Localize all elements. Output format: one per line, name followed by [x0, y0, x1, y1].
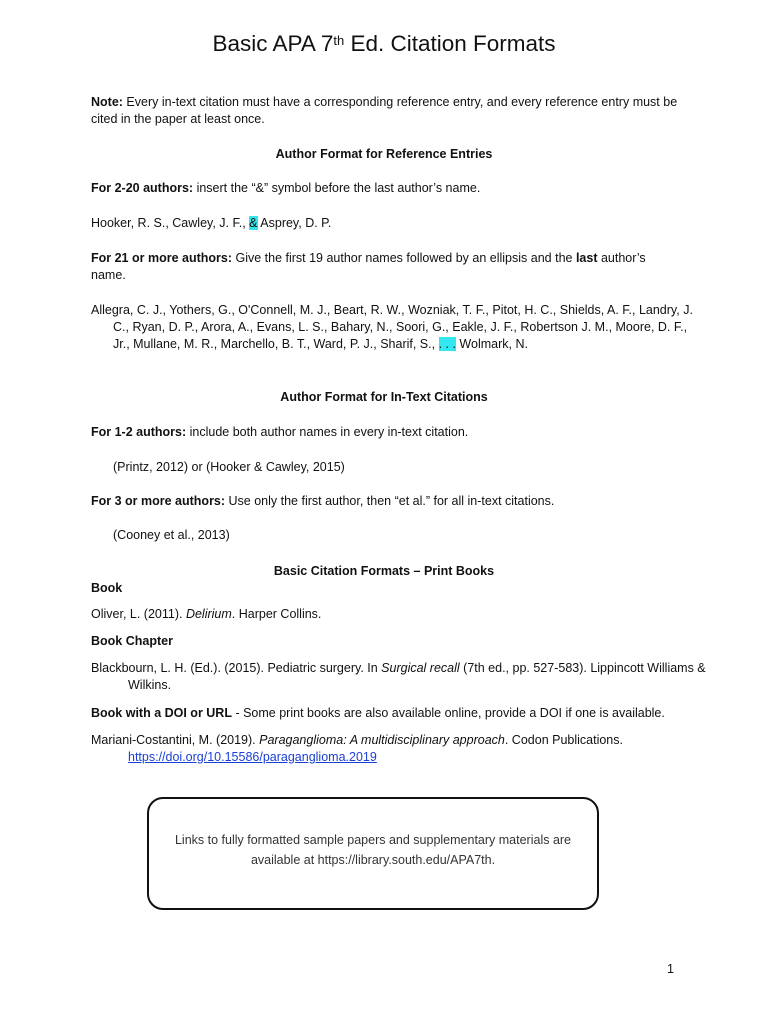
example-text: Mariani-Costantini, M. (2019). [91, 733, 260, 747]
title-rest: Ed. Citation Formats [344, 31, 556, 56]
book-chapter-example [91, 660, 718, 694]
example-text: Allegra, C. J., Yothers, G., O'Connell, M. J., Beart, R. W., Wozniak, T. F., Pitot, H. C., Shields, A. F., Landry, J. C., Ryan, D. P., Arora, A., Evans, L. S., Bahary, N., Soori, G., Eakle, J. F., Robertson J. M., Moore, D. F., Jr., Mullane, M. R., Marchello, B. T., Ward, P. J., Sharif, S., [91, 303, 693, 351]
example-text: Blackbourn, L. H. (Ed.). (2015). Pediatric surgery. In [91, 661, 382, 675]
book-doi-example [91, 732, 718, 766]
rule-3-plus-authors [91, 493, 681, 510]
note-label: Note: [91, 95, 123, 109]
example-reference-21-plus [91, 302, 703, 353]
example-text: (7th ed., pp. 527-583). Lippincott Williams & Wilkins. [128, 661, 706, 692]
example-text: . Harper Collins. [231, 607, 322, 621]
rule-text: insert the “&” symbol before the last author’s name. [193, 181, 481, 195]
print-books-heading: Basic Citation Formats – Print Books [273, 564, 495, 578]
rule-text: Use only the first author, then “et al.” for all in-text citations. [225, 494, 555, 508]
rule-label: For 3 or more authors: [91, 494, 226, 508]
example-reference-2-20 [91, 215, 681, 232]
reference-format-heading: Author Format for Reference Entries [275, 147, 493, 161]
highlight-ampersand: & [249, 216, 258, 230]
rule-label: Book with a DOI or URL [91, 706, 232, 720]
book-example [91, 606, 681, 623]
example-intext-1-2: (Printz, 2012) or (Hooker & Cawley, 2015) [113, 460, 345, 474]
supplementary-callout-box [147, 797, 599, 910]
example-text: Asprey, D. P. [257, 216, 332, 230]
example-text: Wolmark, N. [455, 337, 528, 351]
note-paragraph [91, 94, 681, 128]
example-italic: Delirium [185, 607, 232, 621]
example-text: Hooker, R. S., Cawley, J. F., [91, 216, 250, 230]
rule-text: include both author names in every in-text citation. [186, 425, 469, 439]
rule-text: author’s name. [91, 251, 646, 282]
title-main: Basic APA 7 [212, 31, 334, 56]
highlight-ellipsis: . . . [438, 337, 456, 351]
example-text: Oliver, L. (2011). [91, 607, 186, 621]
callout-text: Links to fully formatted sample papers and supplementary materials are available at https://library.south.edu/APA7th. [174, 833, 572, 867]
rule-21-authors [91, 250, 681, 284]
intext-format-heading: Author Format for In-Text Citations [280, 390, 488, 404]
rule-label: For 2-20 authors: [91, 181, 194, 195]
rule-2-20-authors [91, 180, 681, 197]
example-text: . Codon Publications. [504, 733, 623, 747]
note-text: Every in-text citation must have a corresponding reference entry, and every reference entry must be cited in the paper at least once. [91, 95, 678, 126]
book-doi-rule [91, 705, 681, 722]
book-label: Book [91, 581, 123, 595]
rule-1-2-authors [91, 424, 681, 441]
rule-bold-word: last [575, 251, 598, 265]
example-intext-3-plus: (Cooney et al., 2013) [113, 528, 230, 542]
rule-text: - Some print books are also available online, provide a DOI if one is available. [231, 706, 665, 720]
example-italic: Surgical recall [381, 661, 460, 675]
book-chapter-label: Book Chapter [91, 634, 173, 648]
page-title [0, 29, 768, 59]
rule-label: For 21 or more authors: [91, 251, 232, 265]
example-italic: Paraganglioma: A multidisciplinary approach [259, 733, 505, 747]
page-number: 1 [667, 962, 674, 976]
title-superscript: th [333, 33, 345, 48]
doi-link[interactable]: https://doi.org/10.15586/paraganglioma.2019 [128, 750, 377, 764]
rule-label: For 1-2 authors: [91, 425, 187, 439]
rule-text: Give the first 19 author names followed by an ellipsis and the [232, 251, 576, 265]
